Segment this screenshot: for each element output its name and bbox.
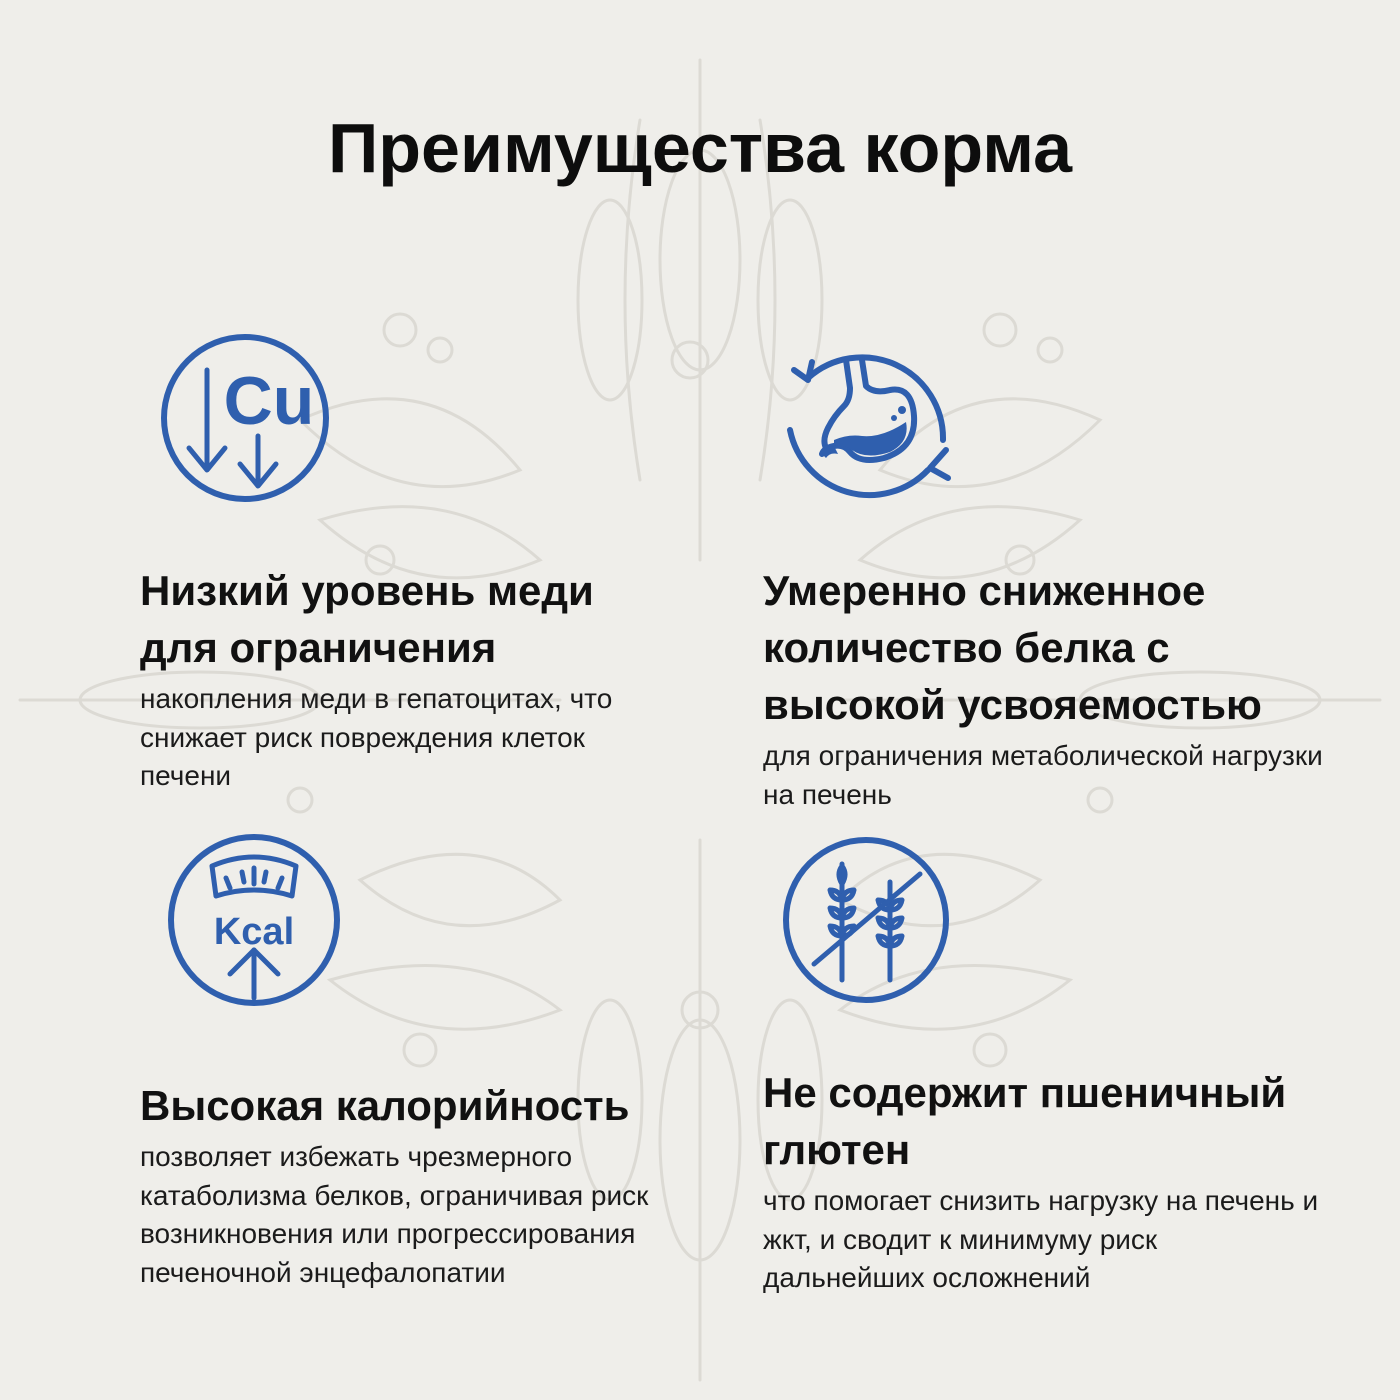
scale-kcal-icon xyxy=(160,828,340,1008)
feature-gluten-free xyxy=(763,1064,1323,1298)
feature-protein xyxy=(763,562,1323,814)
feature-heading: Высокая калорийность xyxy=(140,1082,630,1129)
feature-heading: Низкий уровень меди для ограничения xyxy=(140,567,594,671)
feature-heading: Не содержит пшеничный глютен xyxy=(763,1069,1287,1173)
feature-high-calorie xyxy=(140,1077,660,1292)
stomach-cycle-icon xyxy=(778,330,958,510)
feature-low-copper xyxy=(140,562,660,796)
feature-description: накопления меди в гепатоцитах, что снижает риск повреждения клеток печени xyxy=(140,683,613,791)
copper-symbol: Cu xyxy=(223,363,315,439)
kcal-label: Kcal xyxy=(213,911,295,953)
feature-description: что помогает снизить нагрузку на печень и жкт, и сводит к минимуму риск дальнейших осложнений xyxy=(763,1185,1319,1293)
page-title: Преимущества корма xyxy=(327,109,1073,187)
feature-description: позволяет избежать чрезмерного катаболизма белков, ограничивая риск возникновения или прогрессирования печеночной энцефалопатии xyxy=(140,1141,649,1288)
no-wheat-gluten-icon xyxy=(780,834,960,1014)
feature-heading: Умеренно сниженное количество белка с высокой усвояемостью xyxy=(763,567,1262,728)
copper-low-icon xyxy=(155,330,335,510)
feature-description: для ограничения метаболической нагрузки на печень xyxy=(763,740,1323,810)
